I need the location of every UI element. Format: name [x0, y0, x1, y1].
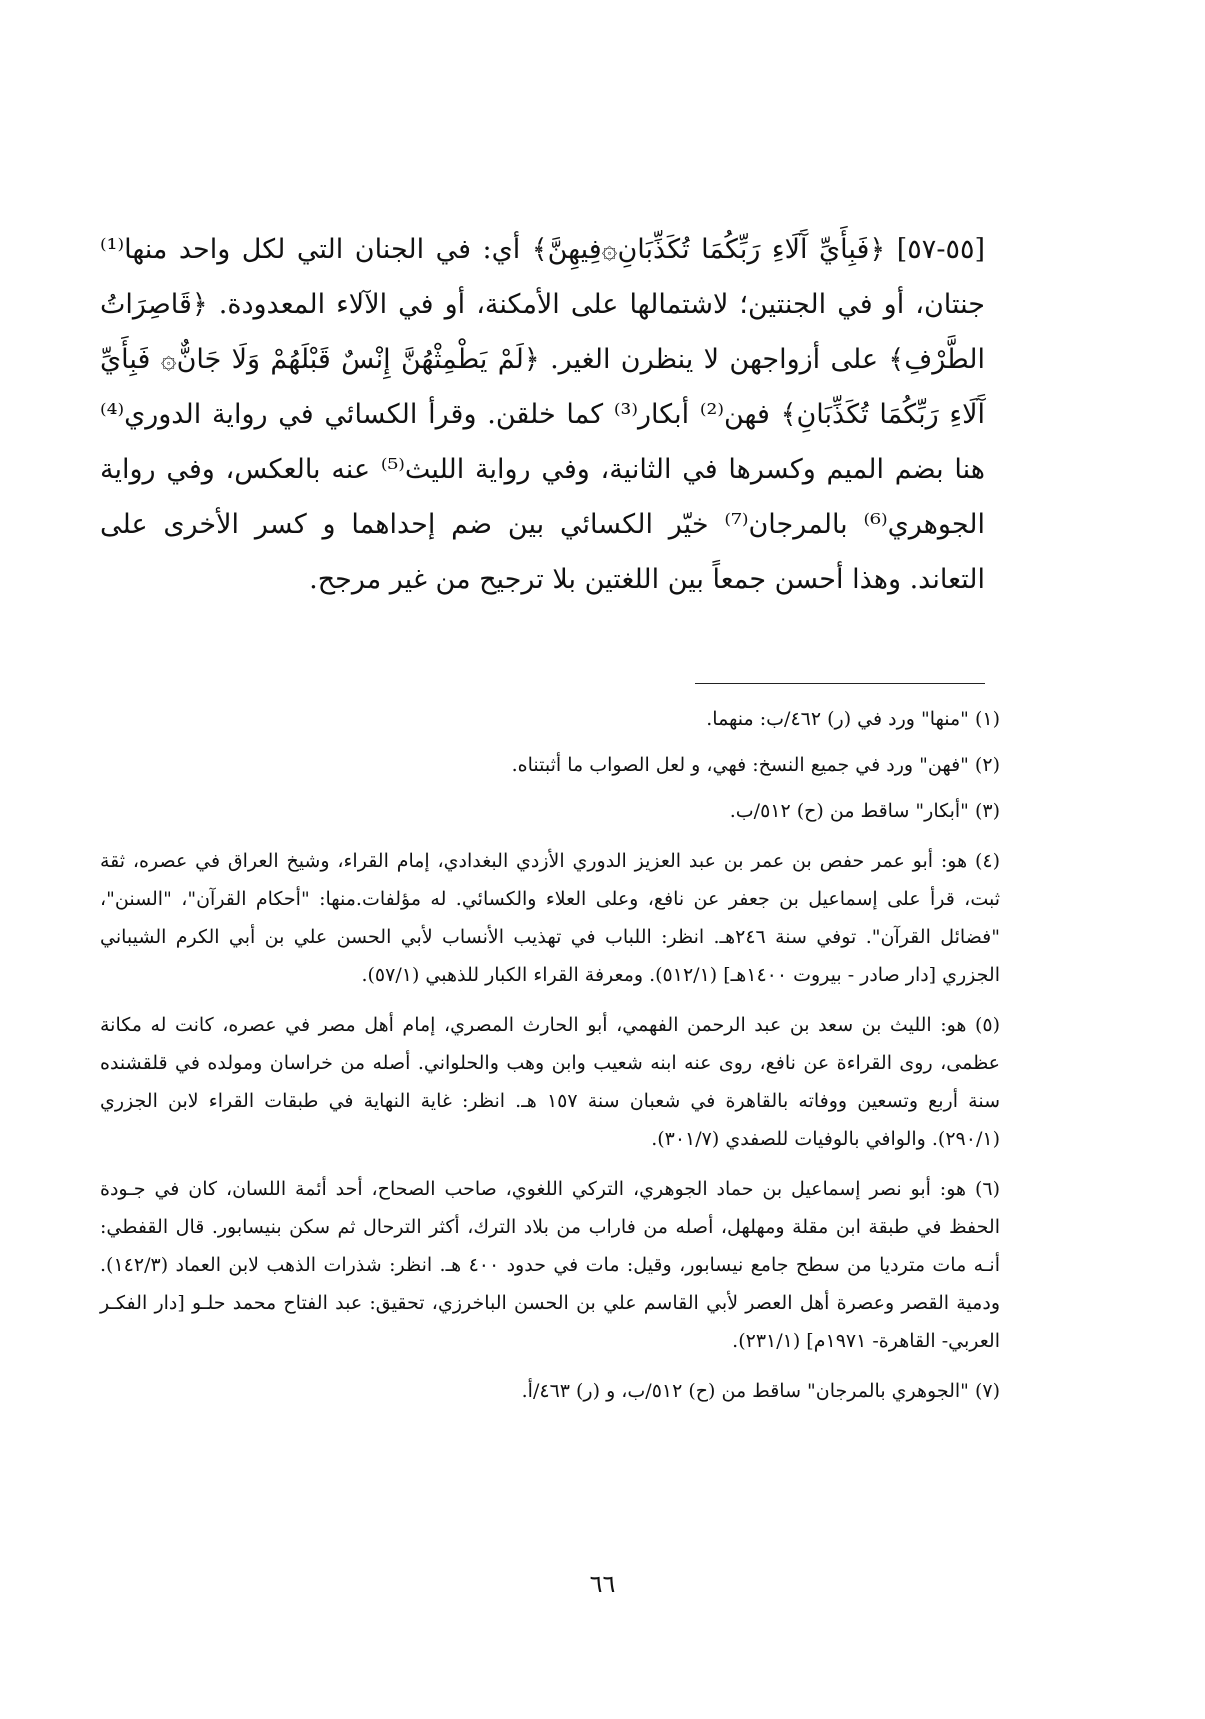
main-paragraph: [٥٥-٥٧] ﴿فَبِأَيِّ آَلَاءِ رَبِّكُمَا تُكَذِّبَانِ۞فِيهِنَّ﴾ أي: في الجنان التي لكل واحد منها⁽¹⁾ جنتان، أو في الجنتين؛ لاشتمالها على الأمكنة، أو في الآلاء المعدودة. ﴿قَاصِرَاتُ الطَّرْفِ﴾ على أزواجهن لا ينظرن الغير. ﴿لَمْ يَطْمِثْهُنَّ إِنْسٌ قَبْلَهُمْ وَلَا جَانٌّ۞ فَبِأَيِّ آَلَاءِ رَبِّكُمَا تُكَذِّبَانِ﴾ فهن⁽²⁾ أبكار⁽³⁾ كما خلقن. وقرأ الكسائي في رواية الدوري⁽⁴⁾ هنا بضم الميم وكسرها في الثانية، وفي رواية الليث⁽⁵⁾ عنه بالعكس، وفي رواية الجوهري⁽⁶⁾ بالمرجان⁽⁷⁾ خيّر الكسائي بين ضم إحداهما و كسر الأخرى على التعاند. وهذا أحسن جمعاً بين اللغتين بلا ترجيح من غير مرجح. [100, 234, 986, 595]
footnote-6: (٦) هو: أبو نصر إسماعيل بن حماد الجوهري، التركي اللغوي، صاحب الصحاح، أحد أئمة اللسان، كان في جـودة الحفظ في طبقة ابن مقلة ومهلهل، أصله من فاراب من بلاد الترك، أكثر الترحال ثم سكن بنيسابور. قال القفطي: أنـه مات مترديا من سطح جامع نيسابور، وقيل: مات في حدود ٤٠٠ هـ. انظر: شذرات الذهب لابن العماد (١٤٢/٣). ودمية القصر وعصرة أهل العصر لأبي القاسم علي بن الحسن الباخرزي، تحقيق: عبد الفتاح محمد حلـو [دار الفكـر العربي- القاهرة- ١٩٧١م] (٢٣١/١). [100, 1178, 1000, 1352]
footnote-3: (٣) "أبكار" ساقط من (ح) ٥١٢/ب. [729, 800, 1000, 822]
footnotes-section [100, 700, 1000, 1422]
footnote-separator [695, 683, 985, 684]
footnote-7: (٧) "الجوهري بالمرجان" ساقط من (ح) ٥١٢/ب، و (ر) ٤٦٣/أ. [521, 1380, 1000, 1402]
footnote-1: (١) "منها" ورد في (ر) ٤٦٢/ب: منهما. [706, 708, 1000, 730]
footnote-2: (٢) "فهن" ورد في جميع النسخ: فهي، و لعل الصواب ما أثبتناه. [511, 754, 1000, 776]
footnote-4: (٤) هو: أبو عمر حفص بن عمر بن عبد العزيز الدوري الأزدي البغدادي، إمام القراء، وشيخ العراق في عصره، ثقة ثبت، قرأ على إسماعيل بن جعفر عن نافع، وعلى العلاء والكسائي. له مؤلفات.منها: "أحكام القرآن"، "السنن"، "فضائل القرآن". توفي سنة ٢٤٦هـ. انظر: اللباب في تهذيب الأنساب لأبي الحسن علي بن أبي الكرم الشيباني الجزري [دار صادر - بيروت ١٤٠٠هـ] (٥١٢/١). ومعرفة القراء الكبار للذهبي (٥٧/١). [100, 850, 1000, 986]
footnote-5: (٥) هو: الليث بن سعد بن عبد الرحمن الفهمي، أبو الحارث المصري، إمام أهل مصر في عصره، كانت له مكانة عظمى، روى القراءة عن نافع، روى عنه ابنه شعيب وابن وهب والحلواني. أصله من خراسان ومولده في قلقشنده سنة أربع وتسعين ووفاته بالقاهرة في شعبان سنة ١٥٧ هـ. انظر: غاية النهاية في طبقات القراء لابن الجزري (٢٩٠/١). والوافي بالوفيات للصفدي (٣٠١/٧). [100, 1014, 1001, 1150]
main-text-block [100, 222, 985, 607]
page-number: ٦٦ [589, 1570, 616, 1598]
